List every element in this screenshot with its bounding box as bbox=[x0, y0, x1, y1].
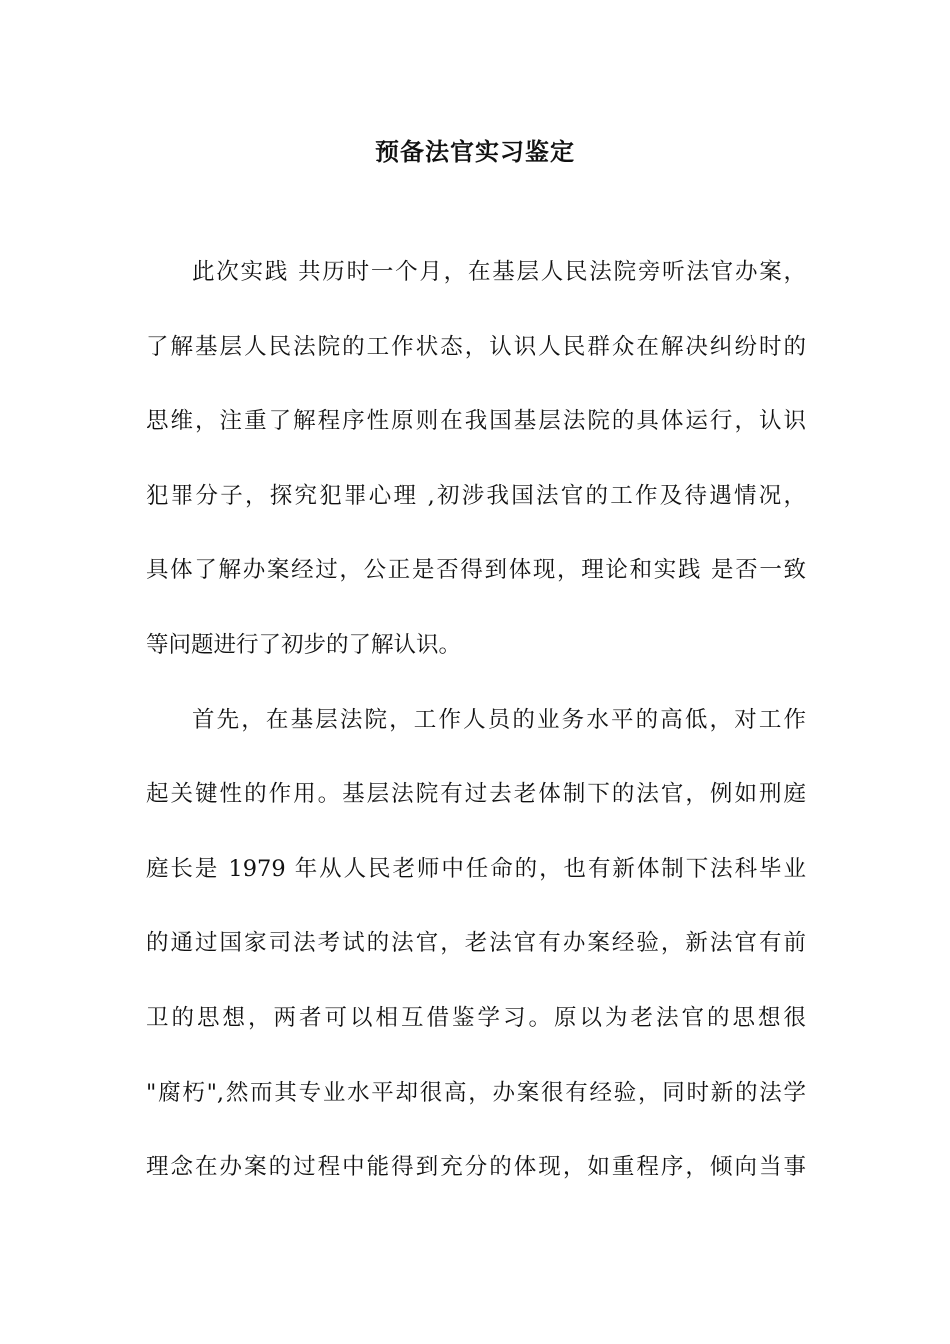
paragraph-2-line-3: 庭长是 1979 年从人民老师中任命的，也有新体制下法科毕业 bbox=[146, 855, 806, 882]
paragraph-1-line-5: 具体了解办案经过，公正是否得到体现，理论和实践 是否一致 bbox=[146, 557, 806, 584]
paragraph-1-line-4: 犯罪分子，探究犯罪心理 ,初涉我国法官的工作及待遇情况， bbox=[146, 482, 806, 509]
paragraph-1-line-3: 思维，注重了解程序性原则在我国基层法院的具体运行，认识 bbox=[146, 408, 806, 435]
paragraph-2-line-2: 起关键性的作用。基层法院有过去老体制下的法官，例如刑庭 bbox=[146, 781, 806, 808]
paragraph-1-line-1: 此次实践 共历时一个月，在基层人民法院旁听法官办案， bbox=[192, 259, 806, 285]
paragraph-2-line-1: 首先，在基层法院，工作人员的业务水平的高低，对工作 bbox=[192, 706, 806, 733]
document-body bbox=[146, 254, 806, 1224]
paragraph-1-line-6: 等问题进行了初步的了解认识。 bbox=[146, 631, 462, 658]
paragraph-2-line-5: 卫的思想，两者可以相互借鉴学习。原以为老法官的思想很 bbox=[146, 1004, 806, 1031]
paragraph-2-line-7: 理念在办案的过程中能得到充分的体现，如重程序，倾向当事 bbox=[146, 1154, 806, 1181]
paragraph-2-line-6: "腐朽",然而其专业水平却很高，办案很有经验，同时新的法学 bbox=[146, 1079, 806, 1106]
document-title: 预备法官实习鉴定 bbox=[375, 137, 575, 166]
paragraph-1-line-2: 了解基层人民法院的工作状态，认识人民群众在解决纠纷时的 bbox=[146, 333, 806, 360]
paragraph-2-line-4: 的通过国家司法考试的法官，老法官有办案经验，新法官有前 bbox=[146, 930, 806, 957]
